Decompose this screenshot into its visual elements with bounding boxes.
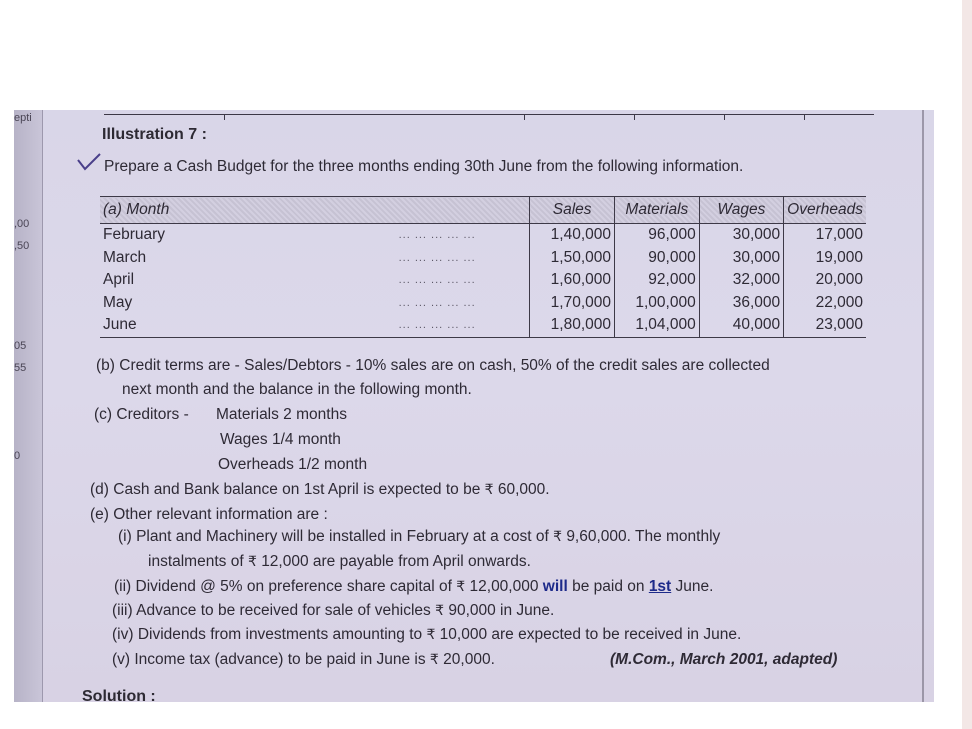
table-header-row xyxy=(100,197,866,224)
note-e4-text: (iv) Dividends from investments amounting to xyxy=(112,626,423,643)
note-e-heading: (e) Other relevant information are : xyxy=(90,506,328,523)
adjacent-page-fragment: ,00 xyxy=(14,218,30,230)
wages-cell: 40,000 xyxy=(699,314,783,337)
rupee-symbol: ₹ xyxy=(553,529,562,545)
note-c-label: (c) Creditors - xyxy=(94,406,189,423)
table-row xyxy=(100,224,866,247)
note-e1-line-1 xyxy=(118,528,720,546)
note-d xyxy=(90,481,550,499)
book-page-photo xyxy=(14,110,934,702)
leader-dots: ... ... ... ... ... xyxy=(398,251,476,264)
page-edge-line xyxy=(922,110,924,702)
illustration-intro: Prepare a Cash Budget for the three months ending 30th June from the following information. xyxy=(104,158,744,175)
rupee-symbol: ₹ xyxy=(456,579,466,595)
budget-data-table xyxy=(100,196,866,338)
note-e3-amount: 90,000 in June. xyxy=(448,602,555,619)
note-b-line-1: (b) Credit terms are - Sales/Debtors - 10% sales are on cash, 50% of the credit sales are collected xyxy=(96,357,770,374)
month-cell: February xyxy=(103,226,166,244)
overheads-cell: 23,000 xyxy=(784,314,866,337)
note-d-amount: 60,000. xyxy=(497,481,550,498)
overheads-column-header: Overheads xyxy=(784,197,866,224)
overheads-cell: 19,000 xyxy=(784,247,866,270)
table-row xyxy=(100,247,866,270)
note-e4 xyxy=(112,626,741,644)
adjacent-page-fragment: 55 xyxy=(14,362,27,374)
handwritten-1st: 1st xyxy=(648,578,672,595)
note-e2-text-2: be paid on xyxy=(572,578,645,595)
note-e4-amount: 10,000 are expected to be received in June. xyxy=(439,626,742,643)
note-c-overheads: Overheads 1/2 month xyxy=(218,456,368,473)
adjacent-page-edge xyxy=(14,110,43,702)
sales-cell: 1,40,000 xyxy=(530,224,615,247)
sales-cell: 1,80,000 xyxy=(530,314,615,337)
materials-cell: 92,000 xyxy=(615,269,700,292)
note-e2 xyxy=(114,578,713,596)
right-margin-strip xyxy=(962,0,972,729)
rupee-symbol: ₹ xyxy=(484,482,494,498)
overheads-cell: 20,000 xyxy=(784,269,866,292)
overheads-cell: 22,000 xyxy=(784,292,866,315)
note-b-line-2: next month and the balance in the following month. xyxy=(122,381,472,398)
source-reference: (M.Com., March 2001, adapted) xyxy=(610,651,838,668)
month-cell: June xyxy=(100,314,396,337)
note-e1-amount-2: 12,000 are payable from April onwards. xyxy=(261,553,531,570)
note-e1-text-2: instalments of xyxy=(148,553,244,570)
wages-cell: 32,000 xyxy=(699,269,783,292)
note-c-wages: Wages 1/4 month xyxy=(220,431,341,448)
previous-table-rule xyxy=(104,114,874,115)
overheads-cell: 17,000 xyxy=(784,224,866,247)
month-cell: March xyxy=(103,248,147,266)
wages-cell: 30,000 xyxy=(699,224,783,247)
materials-column-header: Materials xyxy=(615,197,700,224)
leader-dots: ... ... ... ... ... xyxy=(396,314,530,337)
handwritten-will: will xyxy=(542,578,568,595)
wages-cell: 36,000 xyxy=(699,292,783,315)
month-cell: May xyxy=(103,293,133,311)
check-mark-icon xyxy=(76,152,102,174)
note-e1-amount: 9,60,000. The monthly xyxy=(566,528,721,545)
leader-dots: ... ... ... ... ... xyxy=(398,229,476,242)
wages-column-header: Wages xyxy=(699,197,783,224)
note-e1-line-2 xyxy=(148,553,531,571)
note-e5-text: (v) Income tax (advance) to be paid in June is xyxy=(112,651,426,668)
materials-cell: 90,000 xyxy=(615,247,700,270)
adjacent-page-fragment: 05 xyxy=(14,340,27,352)
sales-cell: 1,50,000 xyxy=(530,247,615,270)
note-e2-text-3: June. xyxy=(675,578,714,595)
rupee-symbol: ₹ xyxy=(429,652,439,668)
rupee-symbol: ₹ xyxy=(247,554,257,570)
sales-cell: 1,70,000 xyxy=(530,292,615,315)
note-e1-text: (i) Plant and Machinery will be installed in February at a cost of xyxy=(118,528,549,545)
note-e2-amount: 12,00,000 xyxy=(469,578,539,595)
note-e3-text: (iii) Advance to be received for sale of vehicles xyxy=(112,602,431,619)
leader-dots: ... ... ... ... ... xyxy=(398,296,476,309)
materials-cell: 96,000 xyxy=(615,224,700,247)
leader-dots: ... ... ... ... ... xyxy=(398,274,476,287)
table-row xyxy=(100,269,866,292)
materials-cell: 1,04,000 xyxy=(615,314,700,337)
wages-cell: 30,000 xyxy=(699,247,783,270)
adjacent-page-fragment: ,50 xyxy=(14,240,30,252)
adjacent-page-fragment: epti xyxy=(14,112,32,124)
rupee-symbol: ₹ xyxy=(435,603,445,619)
note-c-materials: Materials 2 months xyxy=(216,406,347,423)
month-cell: April xyxy=(103,271,135,289)
note-e3 xyxy=(112,602,554,620)
sales-cell: 1,60,000 xyxy=(530,269,615,292)
note-e5 xyxy=(112,651,495,669)
illustration-heading: Illustration 7 : xyxy=(102,126,207,143)
note-d-text: (d) Cash and Bank balance on 1st April is expected to be xyxy=(90,481,481,498)
note-e2-text: (ii) Dividend @ 5% on preference share capital of xyxy=(114,578,452,595)
materials-cell: 1,00,000 xyxy=(615,292,700,315)
table-row xyxy=(100,314,866,337)
note-e5-amount: 20,000. xyxy=(443,651,495,668)
solution-heading: Solution : xyxy=(82,688,156,702)
month-column-header: (a) Month xyxy=(100,197,530,224)
adjacent-page-fragment: 0 xyxy=(14,450,21,462)
sales-column-header: Sales xyxy=(530,197,615,224)
table-row xyxy=(100,292,866,315)
rupee-symbol: ₹ xyxy=(426,627,436,643)
